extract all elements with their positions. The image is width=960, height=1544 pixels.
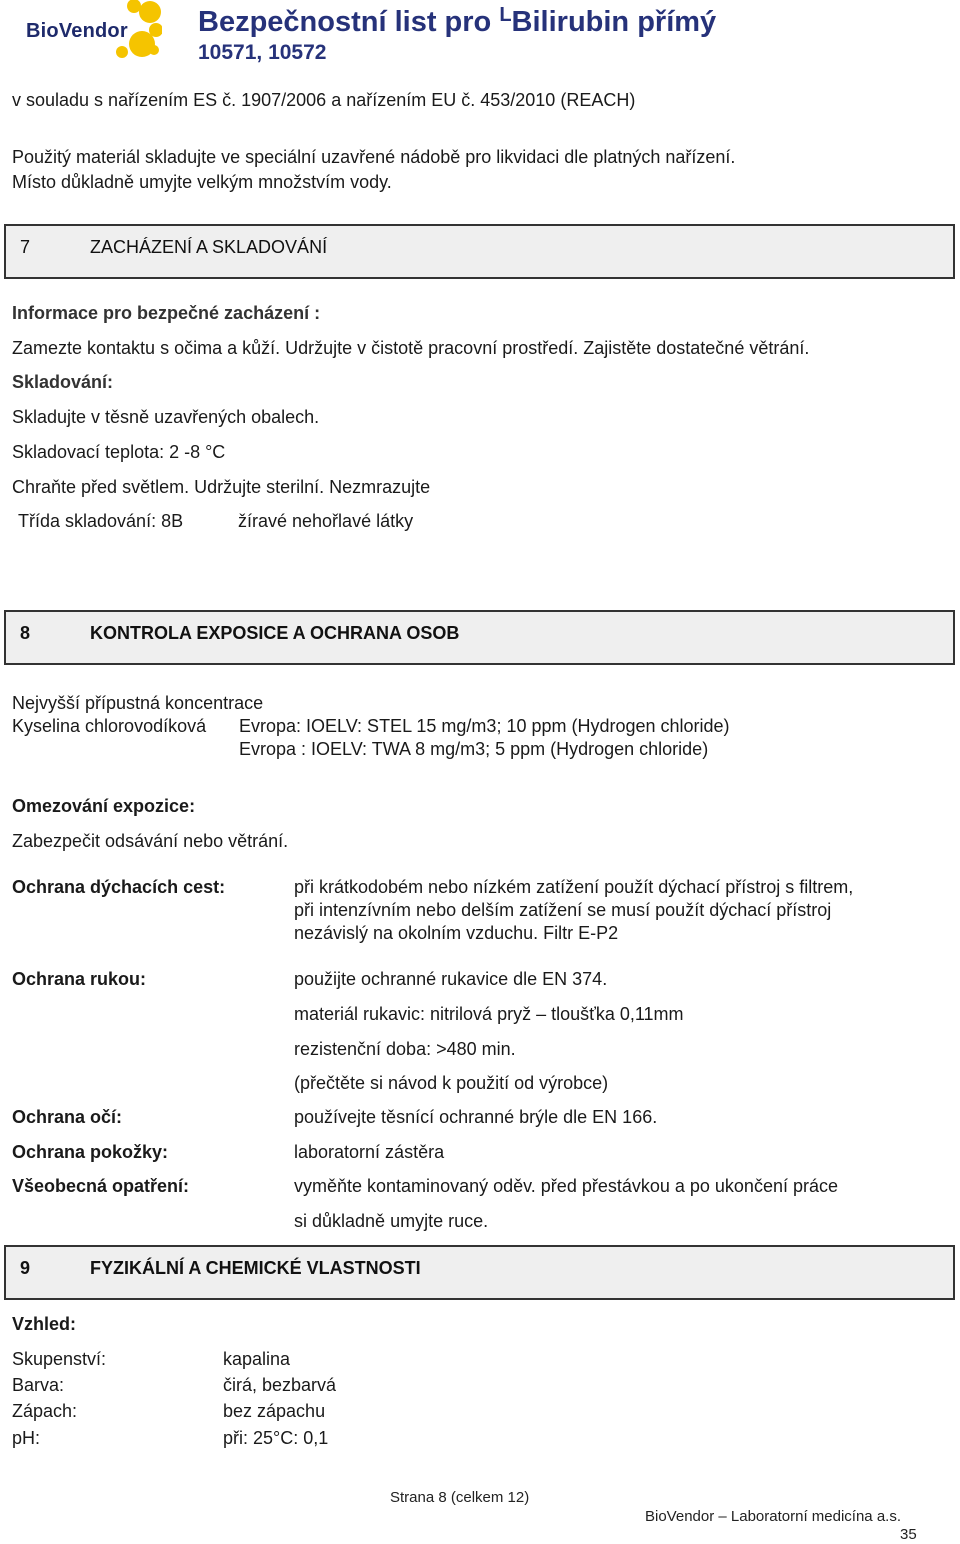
property-value: čirá, bezbarvá <box>223 1375 337 1395</box>
respiratory-protection-label: Ochrana dýchacích cest: <box>12 877 226 897</box>
hand-protection-line-1: použijte ochranné rukavice dle EN 374. <box>294 969 608 989</box>
section-7-header <box>4 224 955 279</box>
disposal-line-2: Místo důkladně umyjte velkým množstvím vody. <box>12 172 392 192</box>
property-value: kapalina <box>223 1349 291 1369</box>
max-concentration-heading: Nejvyšší přípustná koncentrace <box>12 693 264 713</box>
eye-protection-text: používejte těsnící ochranné brýle dle EN 166. <box>294 1107 658 1127</box>
storage-class-label: Třída skladování: 8B <box>18 511 184 531</box>
section-8-header <box>4 610 955 665</box>
respiratory-protection-line-1: při krátkodobém nebo nízkém zatížení použít dýchací přístroj s filtrem, <box>294 877 854 897</box>
regulation-text: v souladu s nařízením ES č. 1907/2006 a nařízením EU č. 453/2010 (REACH) <box>12 90 636 110</box>
exposure-limit-twa: Evropa : IOELV: TWA 8 mg/m3; 5 ppm (Hydrogen chloride) <box>239 739 709 759</box>
property-value: bez zápachu <box>223 1401 326 1421</box>
exposure-text: Zabezpečit odsávání nebo větrání. <box>12 831 289 851</box>
disposal-line-1: Použitý materiál skladujte ve speciální uzavřené nádobě pro likvidaci dle platných nařízení. <box>12 147 736 167</box>
eye-protection-label: Ochrana očí: <box>12 1107 123 1127</box>
property-label: Skupenství: <box>12 1349 107 1369</box>
general-measures-line-1: vyměňte kontaminovaný oděv. před přestávkou a po ukončení práce <box>294 1176 838 1196</box>
skin-protection-label: Ochrana pokožky: <box>12 1142 169 1162</box>
storage-class-value: žíravé nehořlavé látky <box>238 511 414 531</box>
storage-heading: Skladování: <box>12 372 114 392</box>
section-number: 7 <box>20 237 31 257</box>
hand-protection-line-3: rezistenční doba: >480 min. <box>294 1039 516 1059</box>
section-title: KONTROLA EXPOSICE A OCHRANA OSOB <box>90 623 460 643</box>
hand-protection-line-4: (přečtěte si návod k použití od výrobce) <box>294 1073 609 1093</box>
page-number: Strana 8 (celkem 12) <box>390 1489 530 1506</box>
skin-protection-text: laboratorní zástěra <box>294 1142 445 1162</box>
respiratory-protection-line-2: při intenzívním nebo delším zatížení se musí použít dýchací přístroj <box>294 900 832 920</box>
section-9-header <box>4 1245 955 1300</box>
logo-text: BioVendor <box>26 20 128 42</box>
document-title <box>198 4 716 39</box>
section-number: 8 <box>20 623 31 643</box>
section-title: ZACHÁZENÍ A SKLADOVÁNÍ <box>90 237 328 257</box>
property-label: Barva: <box>12 1375 65 1395</box>
general-measures-line-2: si důkladně umyjte ruce. <box>294 1211 489 1231</box>
appearance-heading: Vzhled: <box>12 1314 77 1334</box>
section-number: 9 <box>20 1258 31 1278</box>
storage-line-3: Chraňte před světlem. Udržujte sterilní. Nezmrazujte <box>12 477 431 497</box>
substance-name: Kyselina chlorovodíková <box>12 716 207 736</box>
general-measures-label: Všeobecná opatření: <box>12 1176 190 1196</box>
respiratory-protection-line-3: nezávislý na okolním vzduchu. Filtr E-P2 <box>294 923 619 943</box>
property-label: Zápach: <box>12 1401 78 1421</box>
hand-protection-label: Ochrana rukou: <box>12 969 147 989</box>
title-rest: Bilirubin přímý <box>511 6 717 38</box>
section-title: FYZIKÁLNÍ A CHEMICKÉ VLASTNOSTI <box>90 1258 421 1278</box>
property-label: pH: <box>12 1428 41 1448</box>
exposure-heading: Omezování expozice: <box>12 796 196 816</box>
storage-line-1: Skladujte v těsně uzavřených obalech. <box>12 407 320 427</box>
footer-number: 35 <box>900 1526 917 1543</box>
document-subtitle: 10571, 10572 <box>198 41 327 64</box>
handling-heading: Informace pro bezpečné zacházení : <box>12 303 321 323</box>
title-superscript: L <box>499 4 512 26</box>
title-main: Bezpečnostní list pro <box>198 6 500 38</box>
exposure-limit-stel: Evropa: IOELV: STEL 15 mg/m3; 10 ppm (Hydrogen chloride) <box>239 716 730 736</box>
hand-protection-line-2: materiál rukavic: nitrilová pryž – tloušťka 0,11mm <box>294 1004 684 1024</box>
storage-line-2: Skladovací teplota: 2 -8 °C <box>12 442 226 462</box>
logo <box>22 0 162 62</box>
handling-text: Zamezte kontaktu s očima a kůží. Udržujte v čistotě pracovní prostředí. Zajistěte dostatečné větrání. <box>12 338 810 358</box>
property-value: při: 25°C: 0,1 <box>223 1428 329 1448</box>
footer-company: BioVendor – Laboratorní medicína a.s. <box>645 1508 901 1525</box>
